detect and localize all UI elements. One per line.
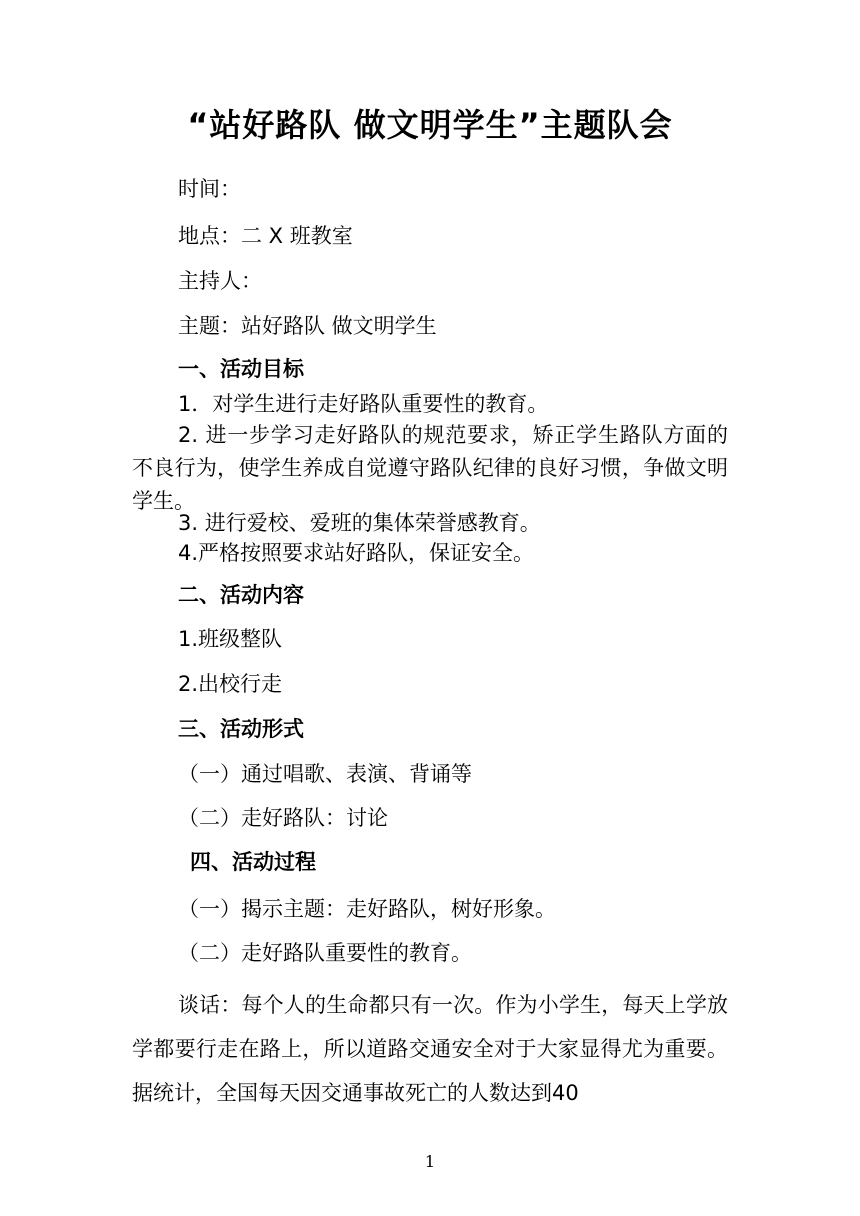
goal-item-3: 3. 进行爱校、爱班的集体荣誉感教育。	[178, 511, 541, 535]
content-item-1: 1.班级整队	[178, 627, 283, 651]
meta-place: 地点：二 X 班教室	[178, 224, 353, 248]
process-item-1: （一）揭示主题：走好路队，树好形象。	[178, 897, 556, 921]
section-heading-goals: 一、活动目标	[178, 357, 304, 381]
document-title: “站好路队 做文明学生”主题队会	[187, 106, 673, 144]
form-item-1: （一）通过唱歌、表演、背诵等	[178, 762, 472, 786]
goal-item-4: 4.严格按照要求站好路队，保证安全。	[178, 541, 535, 565]
meta-theme: 主题：站好路队 做文明学生	[178, 314, 437, 338]
section-heading-process: 四、活动过程	[190, 850, 316, 874]
content-item-2: 2.出校行走	[178, 672, 283, 696]
meta-host: 主持人：	[178, 269, 262, 293]
meta-time: 时间：	[178, 177, 241, 201]
process-item-2: （二）走好路队重要性的教育。	[178, 941, 472, 965]
page-number: 1	[424, 1152, 436, 1171]
process-talk-paragraph: 谈话：每个人的生命都只有一次。作为小学生，每天上学放学都要行走在路上，所以道路交通安全对于大家显得尤为重要。据统计，全国每天因交通事故死亡的人数达到40	[132, 993, 728, 1105]
goal-item-1: 1．对学生进行走好路队重要性的教育。	[178, 392, 549, 416]
form-item-2: （二）走好路队：讨论	[178, 806, 388, 830]
goal-item-2: 2. 进一步学习走好路队的规范要求，矫正学生路队方面的不良行为，使学生养成自觉遵守路队纪律的良好习惯，争做文明学生。	[132, 423, 728, 513]
section-heading-form: 三、活动形式	[178, 717, 304, 741]
section-heading-content: 二、活动内容	[178, 583, 304, 607]
